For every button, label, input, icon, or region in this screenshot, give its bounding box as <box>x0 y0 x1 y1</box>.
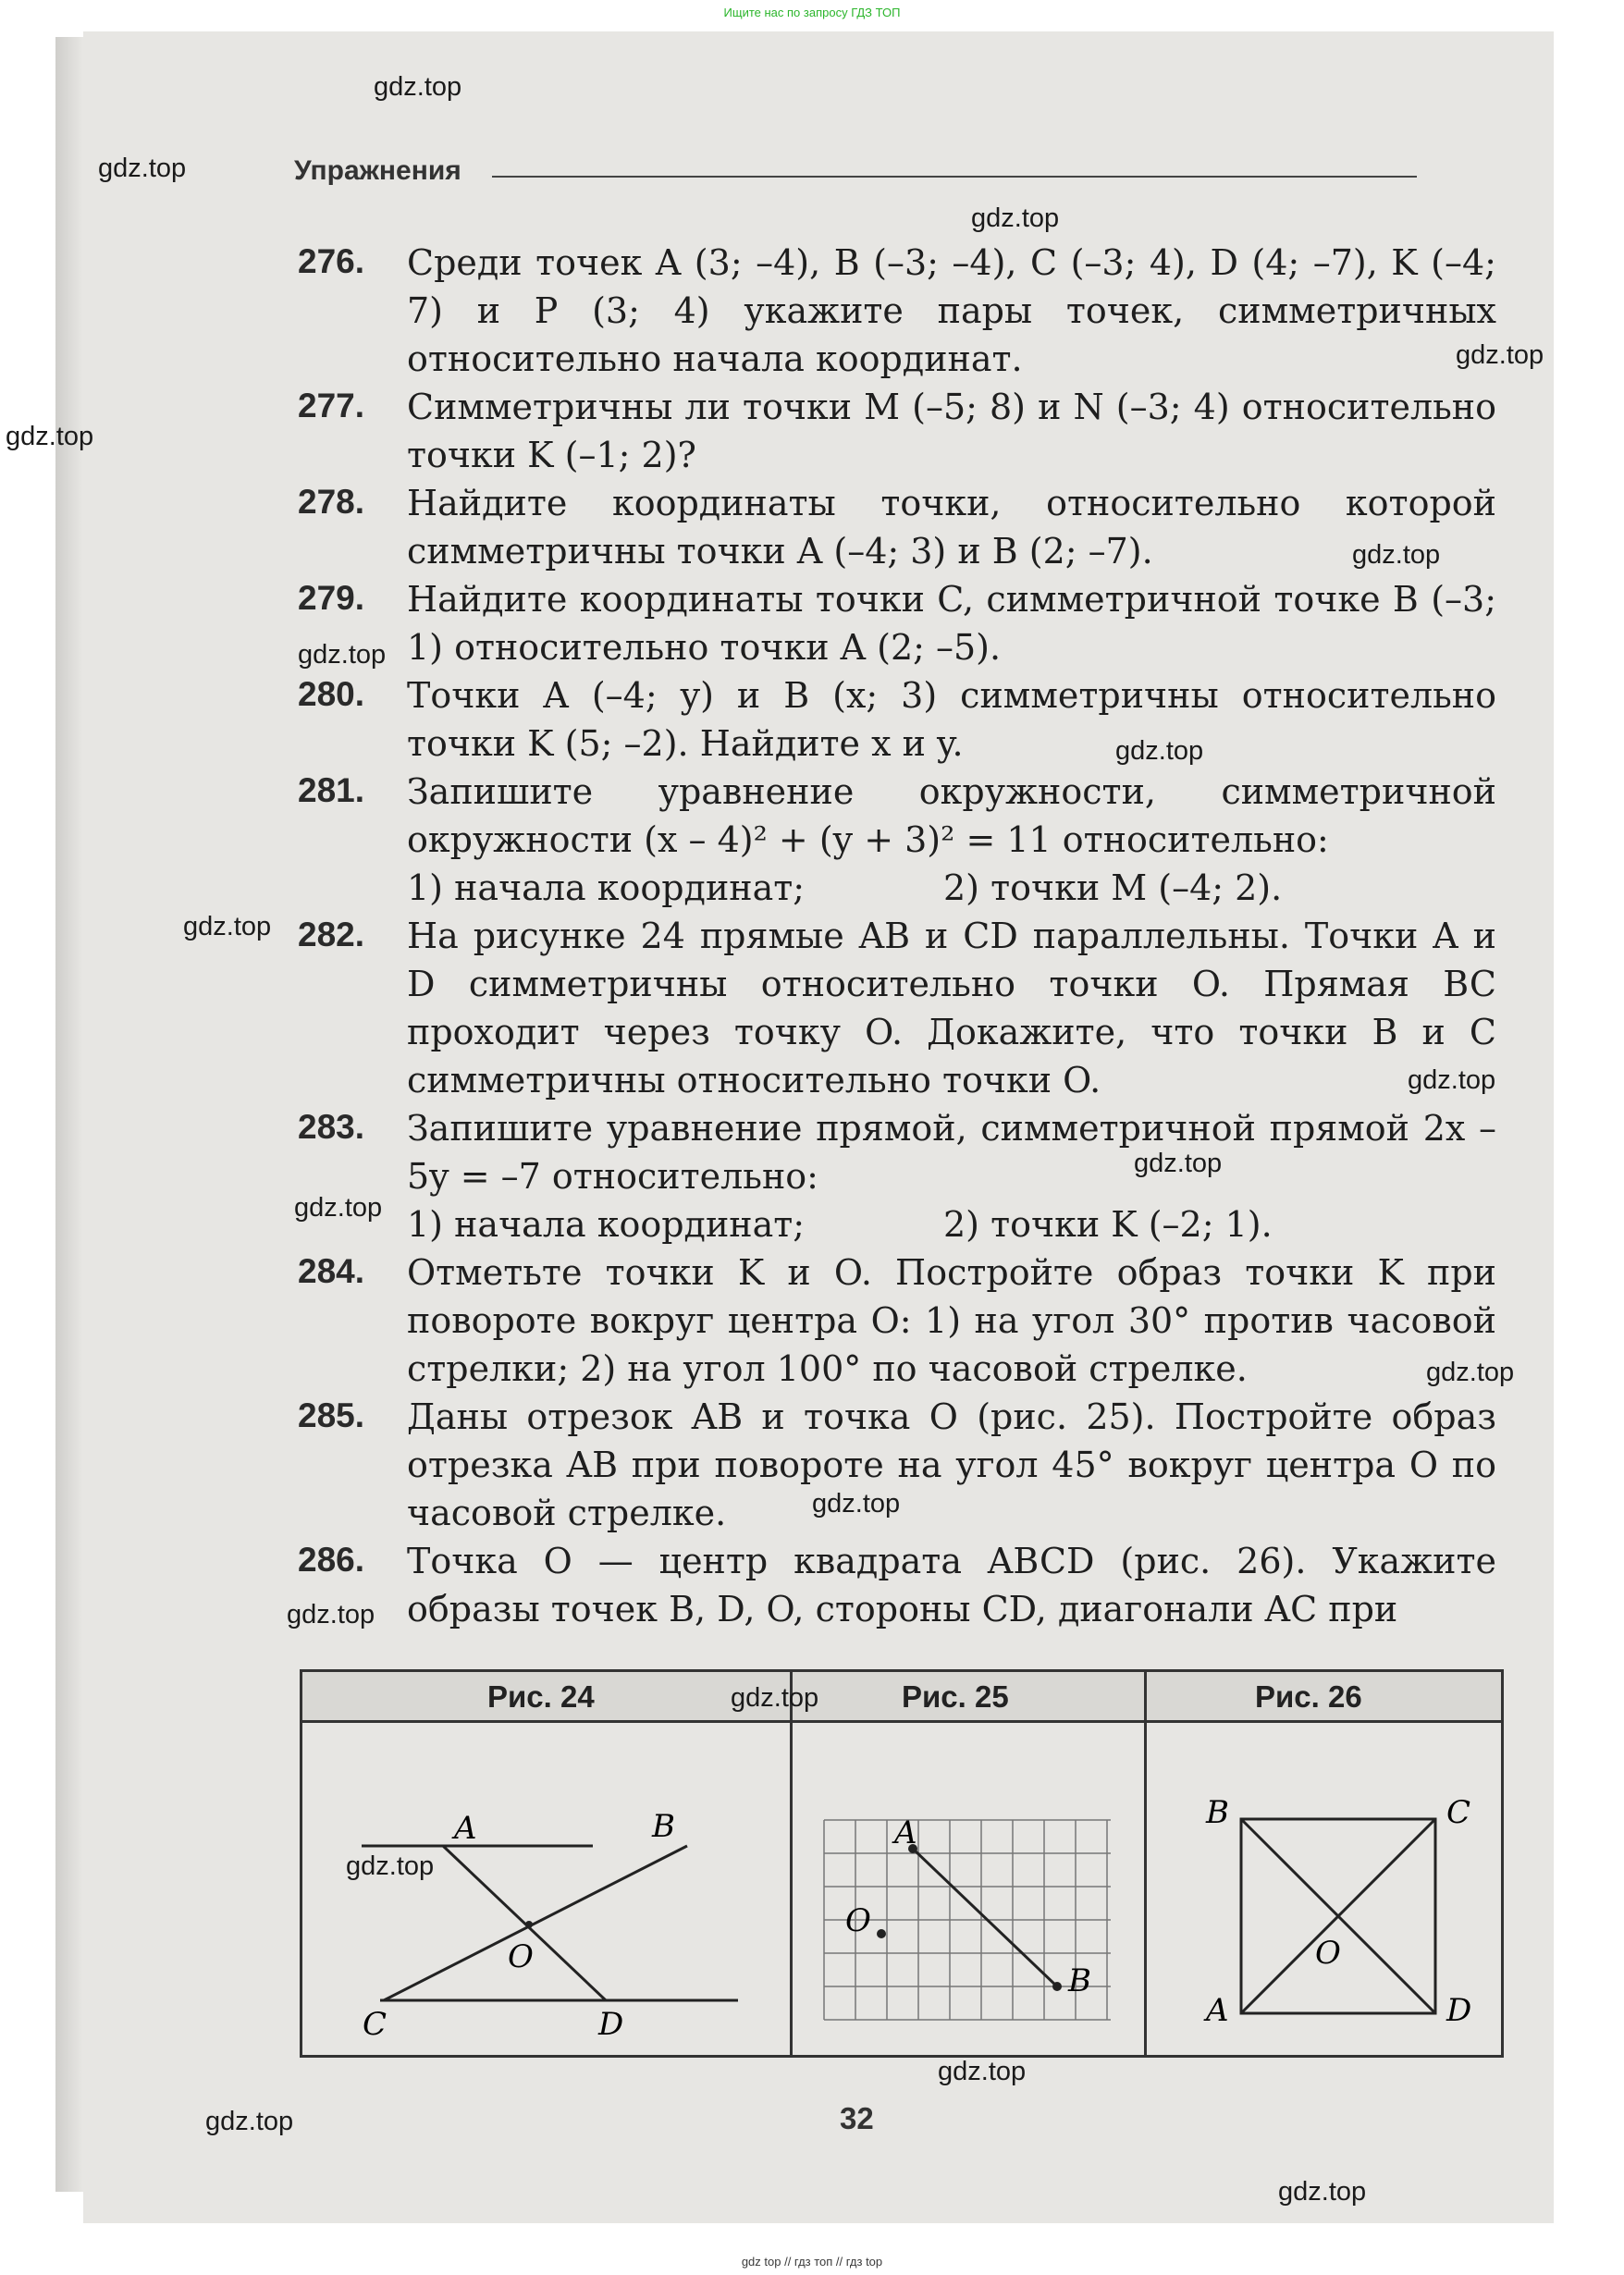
fig24-drawing <box>302 1723 788 2056</box>
fig25-drawing <box>793 1723 1142 2056</box>
fig26-label-B: B <box>1206 1794 1229 1831</box>
watermark: gdz.top <box>731 1683 819 1713</box>
watermark: gdz.top <box>938 2057 1027 2086</box>
top-banner[interactable]: Ищите нас по запросу ГДЗ ТОП <box>723 6 901 19</box>
fig24-label-O: O <box>508 1938 534 1975</box>
exercise-number: 286. <box>298 1541 365 1579</box>
section-title: Упражнения <box>294 155 461 186</box>
fig25-label-B: B <box>1068 1962 1091 1999</box>
watermark: gdz.top <box>294 1193 383 1223</box>
figures-panel <box>300 1669 1504 2058</box>
watermark: gdz.top <box>183 912 272 941</box>
watermark: gdz.top <box>1456 340 1544 370</box>
exercise-text: Точка O — центр квадрата ABCD (рис. 26). Укажите образы точек B, D, O, стороны CD, диагонали AC при <box>407 1541 1496 1629</box>
fig24-label-C: C <box>363 2006 388 2043</box>
exercise-number: 282. <box>298 916 365 953</box>
exercise-number: 281. <box>298 771 365 809</box>
watermark: gdz.top <box>1278 2177 1367 2207</box>
watermark: gdz.top <box>812 1489 901 1519</box>
watermark: gdz.top <box>298 640 387 670</box>
header-rule <box>492 176 1417 178</box>
watermark: gdz.top <box>374 72 462 102</box>
exercise-text-body: Запишите уравнение окружности, симметричной окружности (x – 4)² + (y + 3)² = 11 относительно: <box>407 771 1496 860</box>
exercise-text: Точки A (–4; y) и B (x; 3) симметричны относительно точки K (5; –2). Найдите x и y. <box>407 675 1496 764</box>
fig24-label-A: A <box>454 1810 477 1847</box>
watermark: gdz.top <box>1408 1065 1496 1095</box>
exercise-text-body: Запишите уравнение прямой, симметричной прямой 2x – 5y = –7 относительно: <box>407 1108 1496 1197</box>
fig24-caption: Рис. 24 <box>487 1679 595 1714</box>
exercise-text: Найдите координаты точки C, симметричной точке B (–3; 1) относительно точки A (2; –5). <box>407 579 1496 668</box>
fig26-drawing <box>1147 1723 1503 2056</box>
fig24-label-D: D <box>598 2006 624 2043</box>
exercise-text: Отметьте точки K и O. Постройте образ точки K при повороте вокруг центра O: 1) на угол 30° против часовой стрелки; 2) на угол 100° по часовой стрелке. <box>407 1252 1496 1389</box>
fig26-label-C: C <box>1446 1794 1471 1831</box>
watermark: gdz.top <box>1426 1358 1515 1387</box>
exercise-item-2: 2) точки M (–4; 2). <box>943 867 1283 908</box>
fig25-label-O: O <box>845 1902 871 1939</box>
exercise-text: Даны отрезок AB и точка O (рис. 25). Постройте образ отрезка AB при повороте на угол 45° вокруг центра O по часовой стрелке. <box>407 1396 1496 1533</box>
bottom-banner[interactable]: gdz top // гдз топ // гдз top <box>741 2255 883 2269</box>
fig26-label-D: D <box>1446 1992 1472 2029</box>
exercise-text <box>407 768 1496 912</box>
watermark: gdz.top <box>6 422 94 451</box>
watermark: gdz.top <box>205 2107 294 2136</box>
watermark: gdz.top <box>1352 540 1441 570</box>
page-number: 32 <box>840 2101 874 2135</box>
exercise-text <box>407 1104 1496 1248</box>
watermark: gdz.top <box>1115 736 1204 766</box>
exercise-item-2: 2) точки K (–2; 1). <box>943 1204 1273 1245</box>
watermark: gdz.top <box>1134 1149 1223 1178</box>
exercise-number: 277. <box>298 387 365 424</box>
fig26-label-O: O <box>1315 1935 1341 1972</box>
watermark: gdz.top <box>971 203 1060 233</box>
watermark: gdz.top <box>346 1851 435 1881</box>
exercise-number: 280. <box>298 675 365 713</box>
exercise-number: 285. <box>298 1396 365 1434</box>
exercise-text: Среди точек A (3; –4), B (–3; –4), C (–3; 4), D (4; –7), K (–4; 7) и P (3; 4) укажите пары точек, симметричных относительно начала координат. <box>407 242 1496 379</box>
fig24-label-B: B <box>652 1808 675 1845</box>
watermark: gdz.top <box>287 1600 375 1629</box>
exercise-text: Симметричны ли точки M (–5; 8) и N (–3; 4) относительно точки K (–1; 2)? <box>407 387 1496 475</box>
section-header <box>294 155 1496 187</box>
fig25-label-A: A <box>894 1814 917 1851</box>
exercise-text: Найдите координаты точки, относительно которой симметричны точки A (–4; 3) и B (2; –7). <box>407 483 1496 572</box>
exercise-item-1: 1) начала координат; <box>407 1204 806 1245</box>
exercise-text: На рисунке 24 прямые AB и CD параллельны. Точки A и D симметричны относительно точки O. Прямая BC проходит через точку O. Докажите, что точки B и C симметричны относительно точки O. <box>407 916 1496 1101</box>
exercise-number: 279. <box>298 579 365 617</box>
fig25-caption: Рис. 25 <box>902 1679 1009 1714</box>
exercise-number: 276. <box>298 242 365 280</box>
watermark: gdz.top <box>98 154 187 183</box>
exercise-item-1: 1) начала координат; <box>407 867 806 908</box>
exercise-number: 284. <box>298 1252 365 1290</box>
fig26-caption: Рис. 26 <box>1255 1679 1362 1714</box>
fig26-label-A: A <box>1206 1992 1229 2029</box>
exercise-number: 283. <box>298 1108 365 1146</box>
exercise-number: 278. <box>298 483 365 521</box>
